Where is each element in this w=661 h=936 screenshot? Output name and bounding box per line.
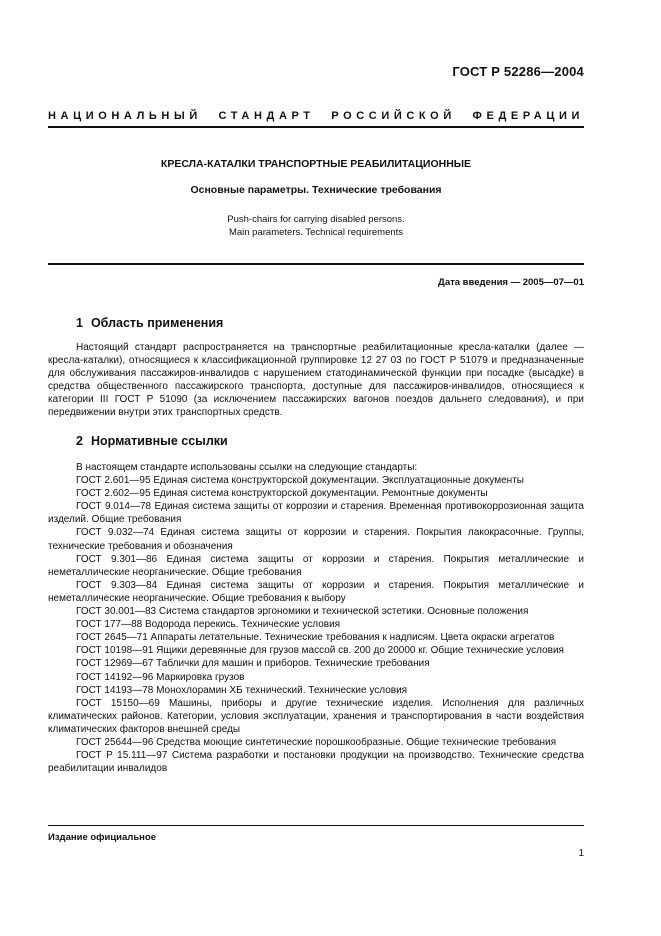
english-title-line: Push-chairs for carrying disabled persons. xyxy=(227,214,405,225)
english-title-line: Main parameters. Technical requirements xyxy=(228,227,404,238)
document-title: КРЕСЛА-КАТАЛКИ ТРАНСПОРТНЫЕ РЕАБИЛИТАЦИОННЫЕ xyxy=(160,158,472,170)
footer-divider xyxy=(48,825,584,826)
header-word: ФЕДЕРАЦИИ xyxy=(472,110,584,122)
section-title: Нормативные ссылки xyxy=(90,434,228,448)
reference-item: ГОСТ 9.032—74 Единая система защиты от коррозии и старения. Покрытия лакокрасочные. Группы, технические требования и обозначения xyxy=(48,527,584,552)
section-1-body xyxy=(48,341,584,420)
reference-item: ГОСТ 9.301—86 Единая система защиты от коррозии и старения. Покрытия металлические и неметаллические неорганические. Общие требования xyxy=(48,553,584,578)
reference-item: ГОСТ Р 15.111—97 Система разработки и постановки продукции на производство. Технические средства реабилитации инвалидов xyxy=(48,750,584,775)
reference-item: ГОСТ 9.303—84 Единая система защиты от коррозии и старения. Покрытия металлические и неметаллические неорганические. Общие требования к выбору xyxy=(48,579,584,604)
reference-item: ГОСТ 2645—71 Аппараты летательные. Технические требования к надписям. Цвета окраски агрегатов xyxy=(76,632,555,644)
top-divider xyxy=(48,126,584,128)
reference-item: ГОСТ 2.602—95 Единая система конструкторской документации. Ремонтные документы xyxy=(76,488,488,500)
official-edition-note: Издание официальное xyxy=(48,832,156,843)
header-word: СТАНДАРТ xyxy=(218,110,315,122)
reference-item: ГОСТ 12969—67 Таблички для машин и приборов. Технические требования xyxy=(76,658,430,670)
reference-item: ГОСТ 14193—78 Монохлорамин ХБ технический. Технические условия xyxy=(76,684,408,696)
references-list xyxy=(48,461,584,775)
section-title: Область применения xyxy=(90,316,224,330)
section-number: 2 xyxy=(76,434,83,448)
reference-item: ГОСТ 15150—69 Машины, приборы и другие технические изделия. Исполнения для различных климатических районов. Категории, условия эксплуатации, хранения и транспортирования в части воздействия климатических факторов внешней среды xyxy=(48,697,584,735)
paragraph: Настоящий стандарт распространяется на транспортные реабилитационные кресла-каталки (далее — кресла-каталки), относящиеся к классификационной группировке 12 27 03 по ГОСТ Р 51079 и предназначенные для обслуживания пассажиров-инвалидов с нарушением статодинамической функции при посадке (высадке) в средства общественного пассажирского транспорта, доступные для пассажиров-инвалидов, относящиеся к категории III ГОСТ Р 51090 (за исключением пассажирских вагонов поездов дальнего следования), и при передвижении внутри этих транспортных средств. xyxy=(48,342,584,419)
reference-item: ГОСТ 10198—91 Ящики деревянные для грузов массой св. 200 до 20000 кг. Общие технические условия xyxy=(76,645,564,657)
reference-item: ГОСТ 30.001—83 Система стандартов эргономики и технической эстетики. Основные положения xyxy=(76,606,529,618)
document-subtitle: Основные параметры. Технические требования xyxy=(190,184,442,196)
section-1-heading xyxy=(76,316,223,330)
reference-item: ГОСТ 14192—96 Маркировка грузов xyxy=(76,671,245,683)
introduction-date: Дата введения — 2005—07—01 xyxy=(438,277,584,288)
reference-item: ГОСТ 2.601—95 Единая система конструкторской документации. Эксплуатационные документы xyxy=(76,475,524,487)
header-word: РОССИЙСКОЙ xyxy=(331,110,456,122)
section-2-heading xyxy=(76,434,228,448)
header-word: НАЦИОНАЛЬНЫЙ xyxy=(48,110,202,122)
document-number: ГОСТ Р 52286—2004 xyxy=(452,64,584,79)
national-standard-header xyxy=(48,110,584,122)
reference-item: ГОСТ 177—88 Водорода перекись. Технические условия xyxy=(76,619,341,631)
section-number: 1 xyxy=(76,316,83,330)
page-number: 1 xyxy=(578,848,584,859)
references-lead: В настоящем стандарте использованы ссылки на следующие стандарты: xyxy=(76,462,418,473)
reference-item: ГОСТ 9.014—78 Единая система защиты от коррозии и старения. Временная противокоррозионная защита изделий. Общие требования xyxy=(48,501,584,526)
title-divider xyxy=(48,263,584,265)
reference-item: ГОСТ 25644—96 Средства моющие синтетические порошкообразные. Общие технические требования xyxy=(76,736,557,748)
english-title xyxy=(48,213,584,239)
